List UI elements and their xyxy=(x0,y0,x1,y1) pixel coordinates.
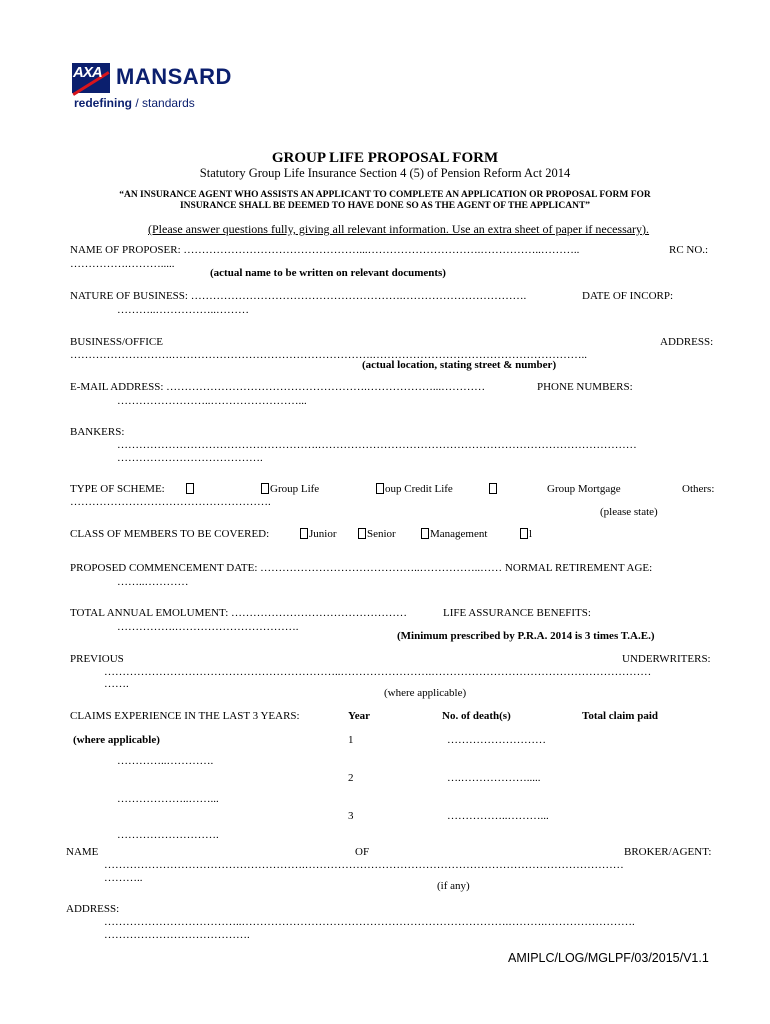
checkbox-icon xyxy=(376,483,384,494)
address-label: ADDRESS: xyxy=(66,903,120,915)
claims-year-2: 2 xyxy=(348,772,354,784)
email-field[interactable]: E-MAIL ADDRESS: ……………………………………………….………………...………… xyxy=(70,381,486,393)
scheme-option-mortgage-label: Group Mortgage xyxy=(547,483,621,495)
retirement-age-field[interactable]: ……..………… xyxy=(117,576,189,588)
form-title: GROUP LIFE PROPOSAL FORM xyxy=(271,150,499,166)
form-reference-code: AMIPLC/LOG/MGLPF/03/2015/V1.1 xyxy=(508,951,709,965)
pra-minimum-note: (Minimum prescribed by P.R.A. 2014 is 3 times T.A.E.) xyxy=(397,630,655,642)
incorp-date-label: DATE OF INCORP: xyxy=(582,290,674,302)
tagline-separator: / xyxy=(135,96,139,110)
claims-year-3: 3 xyxy=(348,810,354,822)
claims-note: (where applicable) xyxy=(73,734,160,746)
member-class-label: CLASS OF MEMBERS TO BE COVERED: xyxy=(70,528,270,540)
underwriters-field-continuation[interactable]: ……. xyxy=(104,678,129,690)
claims-deaths-3[interactable]: ……………..………... xyxy=(447,810,549,822)
member-class-junior[interactable] xyxy=(300,528,337,540)
axa-logo-text: AXA xyxy=(73,64,102,81)
scheme-option-group-life[interactable] xyxy=(261,483,319,495)
office-label: BUSINESS/OFFICE xyxy=(70,336,163,348)
member-class-management[interactable] xyxy=(421,528,487,540)
underwriters-field[interactable]: ………………………………………………………..…………………….…………………………………………………… xyxy=(104,666,652,678)
brand-name: MANSARD xyxy=(116,64,232,89)
proposer-name-field[interactable]: NAME OF PROPOSER: …………………………………………...………………………….……………..……….. xyxy=(70,244,580,256)
scheme-others-field[interactable]: ………………………………………………. xyxy=(70,496,271,508)
annual-emolument-field[interactable]: TOTAL ANNUAL EMOLUMENT: ………………………………………… xyxy=(70,607,408,619)
broker-label-right: BROKER/AGENT: xyxy=(624,846,712,858)
agent-notice-line-1: “AN INSURANCE AGENT WHO ASSISTS AN APPLICANT TO COMPLETE AN APPLICATION OR PROPOSAL FORM FOR xyxy=(119,190,651,200)
proposer-name-continuation[interactable]: …………….………..... xyxy=(70,258,175,270)
checkbox-icon xyxy=(300,528,308,539)
bankers-field-continuation[interactable]: …………………………………. xyxy=(117,452,263,464)
member-class-all[interactable] xyxy=(520,528,532,540)
checkbox-icon xyxy=(186,483,194,494)
scheme-type-label: TYPE OF SCHEME: xyxy=(70,483,165,495)
claims-paid-1[interactable]: …………..…………. xyxy=(117,755,214,767)
bankers-field[interactable]: ……………………………………………….…………………………………………………………………………… xyxy=(117,439,637,451)
broker-field[interactable]: ……………………………………………….…………………………………………………………………………… xyxy=(104,859,624,871)
claims-header-year: Year xyxy=(348,710,370,722)
brand-tagline xyxy=(74,96,195,110)
claims-year-1: 1 xyxy=(348,734,354,746)
scheme-option-others: Others: xyxy=(682,483,715,495)
claims-header-paid: Total claim paid xyxy=(582,710,658,722)
claims-header-deaths: No. of death(s) xyxy=(442,710,511,722)
phone-field[interactable]: ……………………..……………………... xyxy=(117,395,307,407)
rc-no-label: RC NO.: xyxy=(669,244,709,256)
broker-note: (if any) xyxy=(437,880,470,892)
tagline-right: standards xyxy=(142,96,195,110)
business-nature-field[interactable]: NATURE OF BUSINESS: ………………………………………………….……………………………. xyxy=(70,290,527,302)
address-field-continuation[interactable]: …………………………………. xyxy=(104,929,250,941)
form-subtitle: Statutory Group Life Insurance Section 4 (5) of Pension Reform Act 2014 xyxy=(199,166,571,180)
broker-label-of: OF xyxy=(355,846,370,858)
broker-label-name: NAME xyxy=(66,846,99,858)
scheme-others-note: (please state) xyxy=(600,506,658,518)
incorp-date-field[interactable]: ………..……………..……… xyxy=(117,304,249,316)
member-class-option-label: Senior xyxy=(367,528,396,540)
life-assurance-label: LIFE ASSURANCE BENEFITS: xyxy=(443,607,591,619)
claims-label: CLAIMS EXPERIENCE IN THE LAST 3 YEARS: xyxy=(70,710,300,722)
office-address-note: (actual location, stating street & number) xyxy=(362,359,557,371)
member-class-senior[interactable] xyxy=(358,528,396,540)
life-assurance-field[interactable]: …………….……………………………. xyxy=(117,621,299,633)
proposer-name-note: (actual name to be written on relevant documents) xyxy=(210,267,446,279)
member-class-option-label: Junior xyxy=(309,528,337,540)
form-instruction: (Please answer questions fully, giving all relevant information. Use an extra sheet of paper if necessary). xyxy=(148,222,650,236)
claims-paid-2[interactable]: ………………..……... xyxy=(117,793,219,805)
checkbox-icon xyxy=(520,528,528,539)
tagline-left: redefining xyxy=(74,96,133,110)
scheme-option-label: Group Life xyxy=(270,483,320,495)
scheme-option-mortgage-checkbox[interactable] xyxy=(489,483,498,495)
checkbox-icon xyxy=(261,483,269,494)
bankers-label: BANKERS: xyxy=(70,426,125,438)
claims-paid-3[interactable]: ………………………. xyxy=(117,829,219,841)
address-field[interactable]: ………………………………..……………………………………………………………….……….……………………. xyxy=(104,916,635,928)
checkbox-icon xyxy=(358,528,366,539)
checkbox-icon xyxy=(489,483,497,494)
scheme-checkbox-blank[interactable] xyxy=(186,483,195,495)
checkbox-icon xyxy=(421,528,429,539)
commencement-date-field[interactable]: PROPOSED COMMENCEMENT DATE: ……………………………………..……………..…… NORMAL RETIREMENT AGE: xyxy=(70,562,653,574)
underwriters-label-left: PREVIOUS xyxy=(70,653,124,665)
scheme-option-credit-life[interactable] xyxy=(376,483,453,495)
phone-label: PHONE NUMBERS: xyxy=(537,381,633,393)
claims-deaths-2[interactable]: ….………………..... xyxy=(447,772,541,784)
underwriters-note: (where applicable) xyxy=(384,687,467,699)
broker-field-continuation[interactable]: ……….. xyxy=(104,872,143,884)
office-address-label: ADDRESS: xyxy=(660,336,714,348)
agent-notice-line-2: INSURANCE SHALL BE DEEMED TO HAVE DONE SO AS THE AGENT OF THE APPLICANT” xyxy=(179,201,591,211)
scheme-option-label: oup Credit Life xyxy=(385,483,453,495)
underwriters-label-right: UNDERWRITERS: xyxy=(622,653,711,665)
member-class-option-label: Management xyxy=(430,528,488,540)
member-class-option-label: l xyxy=(529,528,533,540)
claims-deaths-1[interactable]: ……………………… xyxy=(447,734,546,746)
office-address-field[interactable]: ……………………….……………………………………………….………………………………………………….. xyxy=(70,349,587,361)
